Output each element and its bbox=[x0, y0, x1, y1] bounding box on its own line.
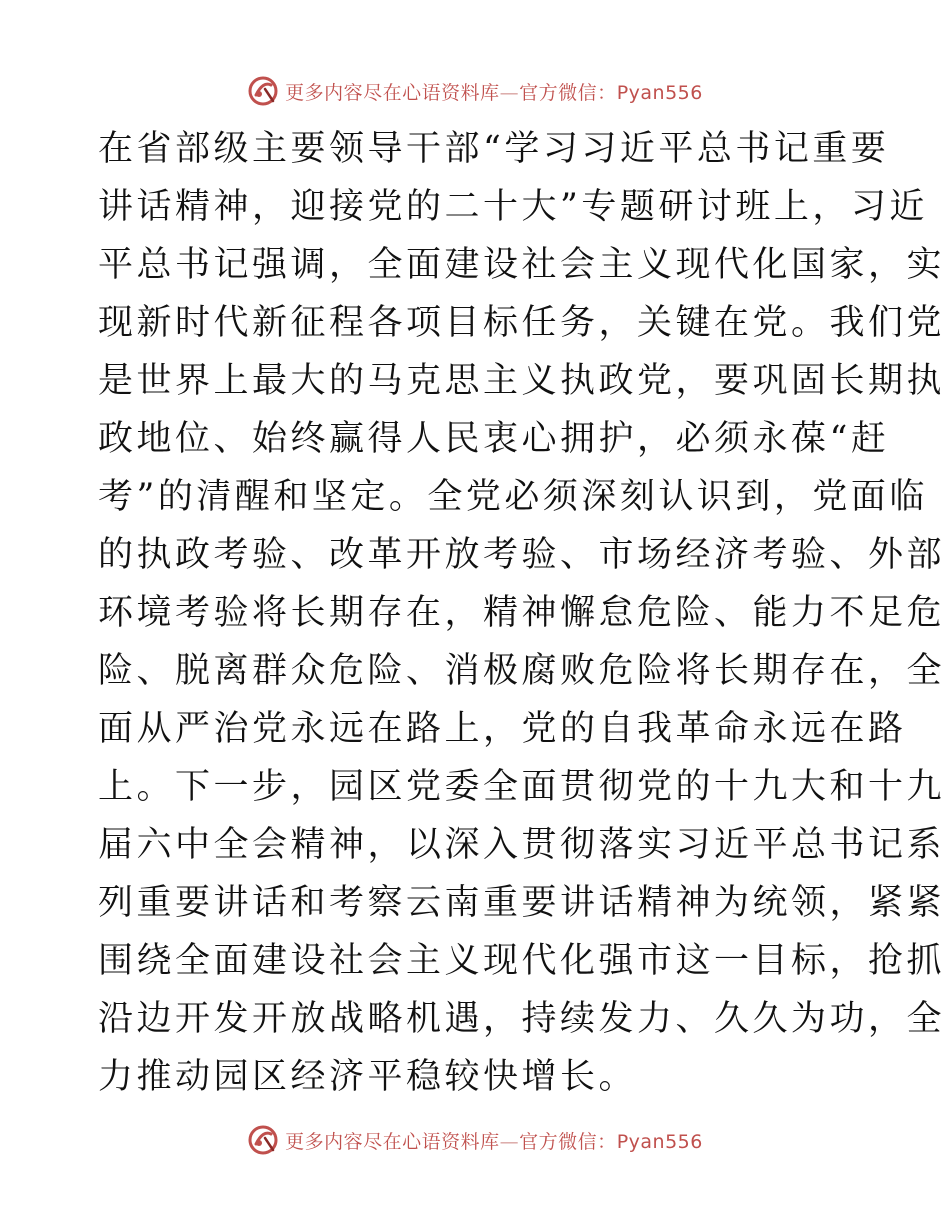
body-line: 列重要讲话和考察云南重要讲话精神为统领，紧紧 bbox=[98, 883, 946, 923]
body-line: 的执政考验、改革开放考验、市场经济考验、外部 bbox=[98, 535, 946, 575]
watermark-dash: — bbox=[499, 81, 520, 104]
body-line: 力推动园区经济平稳较快增长。 bbox=[98, 1057, 638, 1097]
body-line: 环境考验将长期存在，精神懈怠危险、能力不足危 bbox=[98, 593, 946, 633]
body-line: 考”的清醒和坚定。全党必须深刻认识到，党面临 bbox=[98, 477, 928, 517]
watermark-wechat-id: Pyan556 bbox=[616, 1130, 703, 1153]
body-line: 沿边开发开放战略机遇，持续发力、久久为功，全 bbox=[98, 999, 946, 1039]
watermark-text: 更多内容尽在心语资料库 bbox=[285, 1130, 500, 1153]
body-line: 讲话精神，迎接党的二十大”专题研讨班上，习近 bbox=[98, 187, 928, 227]
header-watermark bbox=[0, 74, 950, 108]
body-line: 届六中全会精神，以深入贯彻落实习近平总书记系 bbox=[98, 825, 946, 865]
footer-watermark bbox=[0, 1123, 950, 1157]
body-line: 上。下一步，园区党委全面贯彻党的十九大和十九 bbox=[98, 767, 946, 807]
body-line: 围绕全面建设社会主义现代化强市这一目标，抢抓 bbox=[98, 941, 946, 981]
body-line: 在省部级主要领导干部“学习习近平总书记重要 bbox=[98, 129, 890, 169]
body-line: 政地位、始终赢得人民衷心拥护，必须永葆“赶 bbox=[98, 419, 890, 459]
watermark-logo-icon bbox=[247, 75, 279, 107]
body-line: 平总书记强调，全面建设社会主义现代化国家，实 bbox=[98, 245, 946, 285]
watermark-text: 更多内容尽在心语资料库 bbox=[285, 81, 500, 104]
body-line: 面从严治党永远在路上，党的自我革命永远在路 bbox=[98, 709, 907, 749]
watermark-logo-icon bbox=[247, 1124, 279, 1156]
watermark-dash: — bbox=[499, 1130, 520, 1153]
document-body bbox=[98, 120, 946, 1106]
watermark-wechat-label: 官方微信： bbox=[519, 1130, 617, 1153]
watermark-wechat-id: Pyan556 bbox=[616, 81, 703, 104]
watermark-wechat-label: 官方微信： bbox=[519, 81, 617, 104]
body-line: 是世界上最大的马克思主义执政党，要巩固长期执 bbox=[98, 361, 946, 401]
body-line: 险、脱离群众危险、消极腐败危险将长期存在，全 bbox=[98, 651, 946, 691]
body-line: 现新时代新征程各项目标任务，关键在党。我们党 bbox=[98, 303, 946, 343]
